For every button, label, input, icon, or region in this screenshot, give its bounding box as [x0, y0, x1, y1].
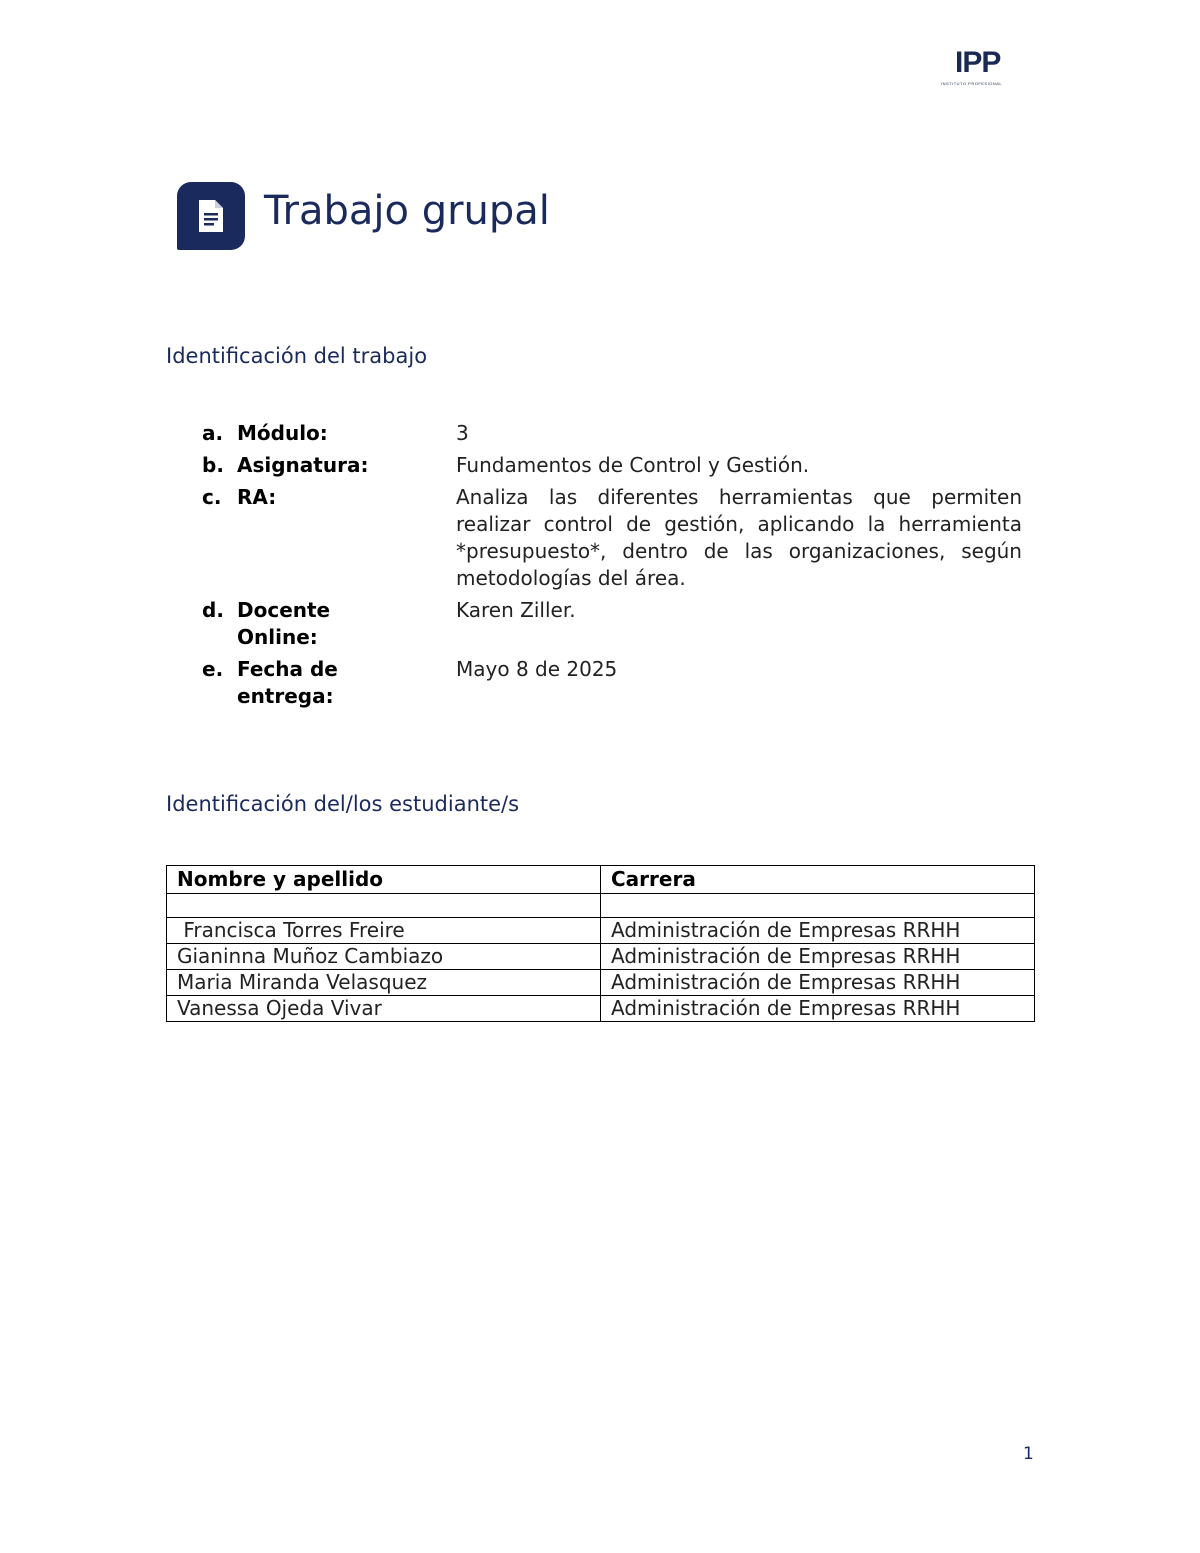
student-career-cell: Administración de Empresas RRHH: [601, 970, 1035, 996]
logo-text: IPP: [955, 46, 1001, 79]
student-career-cell: Administración de Empresas RRHH: [601, 918, 1035, 944]
info-row-subject: [200, 452, 1022, 479]
info-value: Fundamentos de Control y Gestión.: [456, 453, 810, 477]
page-title: Trabajo grupal: [264, 188, 550, 234]
info-letter: d.: [202, 598, 224, 622]
column-header-name: Nombre y apellido: [167, 866, 601, 894]
table-row: [167, 944, 1035, 970]
document-icon: [177, 182, 245, 250]
info-letter: e.: [202, 657, 224, 681]
table-row: [167, 918, 1035, 944]
column-header-career: Carrera: [601, 866, 1035, 894]
info-value: Karen Ziller.: [456, 598, 576, 622]
info-label: Docente Online:: [237, 598, 331, 649]
table-row: [167, 970, 1035, 996]
info-row-teacher: [200, 597, 1022, 651]
info-letter: b.: [202, 453, 224, 477]
table-row: [167, 894, 1035, 918]
student-name-cell: Vanessa Ojeda Vivar: [167, 996, 601, 1022]
info-value: Analiza las diferentes herramientas que permiten realizar control de gestión, aplicando la herramienta *presupuesto*, dentro de las organizaciones, según metodologías del área.: [456, 485, 1022, 590]
info-label: RA:: [237, 485, 277, 509]
info-label: Asignatura:: [237, 453, 369, 477]
work-info-list: [200, 420, 1022, 715]
logo-subtitle: INSTITUTO PROFESIONAL: [941, 81, 1017, 86]
student-career-cell: [601, 894, 1035, 918]
student-name-cell: Francisca Torres Freire: [167, 918, 601, 944]
info-row-module: [200, 420, 1022, 447]
info-value: 3: [456, 421, 469, 445]
students-section-heading: Identificación del/los estudiante/s: [166, 792, 520, 816]
student-name-cell: Gianinna Muñoz Cambiazo: [167, 944, 601, 970]
student-career-cell: Administración de Empresas RRHH: [601, 996, 1035, 1022]
info-row-due-date: [200, 656, 1022, 710]
student-name-cell: Maria Miranda Velasquez: [167, 970, 601, 996]
info-letter: a.: [202, 421, 224, 445]
work-section-heading: Identificación del trabajo: [166, 344, 428, 368]
table-header-row: [167, 866, 1035, 894]
info-row-ra: [200, 484, 1022, 592]
students-table: [166, 865, 1035, 1022]
info-letter: c.: [202, 485, 222, 509]
info-label: Módulo:: [237, 421, 328, 445]
page-number: 1: [1023, 1444, 1034, 1464]
student-name-cell: [167, 894, 601, 918]
student-career-cell: Administración de Empresas RRHH: [601, 944, 1035, 970]
ipp-logo: [941, 46, 1021, 92]
info-value: Mayo 8 de 2025: [456, 657, 618, 681]
table-row: [167, 996, 1035, 1022]
info-label: Fecha de entrega:: [237, 657, 338, 708]
